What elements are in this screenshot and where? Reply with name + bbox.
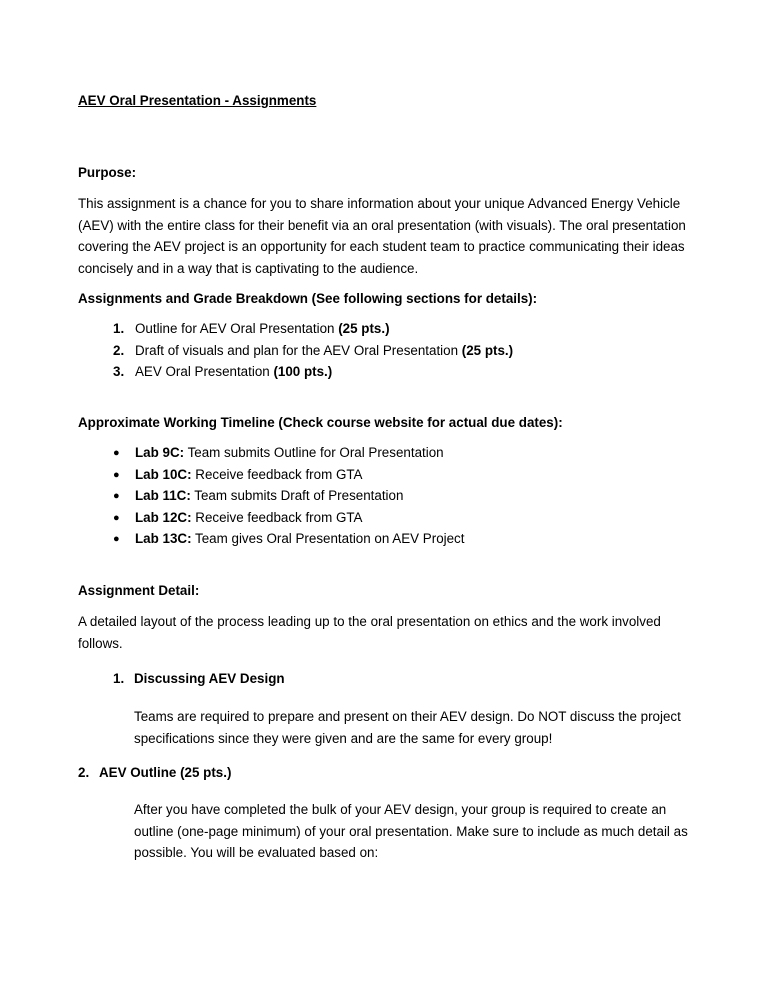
breakdown-item <box>113 318 390 340</box>
bullet-icon: ● <box>113 468 120 481</box>
section-number: 1. <box>113 671 125 686</box>
breakdown-item <box>113 340 513 362</box>
timeline-item <box>113 507 362 530</box>
document-title: AEV Oral Presentation - Assignments <box>78 93 317 108</box>
bullet-icon: ● <box>113 511 120 524</box>
timeline-lab: Lab 12C: <box>135 509 192 525</box>
timeline-text: Team submits Draft of Presentation <box>190 488 404 503</box>
item-number: 2. <box>113 342 125 358</box>
timeline-item <box>113 485 403 508</box>
item-text: Draft of visuals and plan for the AEV Oral Presentation <box>135 342 462 358</box>
section-number: 2. <box>78 765 90 780</box>
item-text: Outline for AEV Oral Presentation <box>135 321 339 336</box>
timeline-text: Team gives Oral Presentation on AEV Project <box>191 531 465 546</box>
item-text: AEV Oral Presentation <box>135 364 274 379</box>
purpose-line: (AEV) with the entire class for their benefit via an oral presentation (with visuals). The oral presentation <box>78 217 686 233</box>
item-points: (25 pts.) <box>338 321 390 336</box>
item-number: 3. <box>113 364 125 379</box>
section-title-text: Discussing AEV Design <box>134 671 285 686</box>
bullet-icon: ● <box>113 490 120 502</box>
item-points: (100 pts.) <box>273 364 333 379</box>
purpose-line: This assignment is a chance for you to share information about your unique Advanced Energy Vehicle <box>78 196 681 211</box>
section-line: possible. You will be evaluated based on: <box>134 845 379 860</box>
purpose-line: concisely and in a way that is captivating to the audience. <box>78 260 419 276</box>
timeline-item <box>113 464 362 487</box>
breakdown-heading: Assignments and Grade Breakdown (See following sections for details): <box>78 291 538 306</box>
timeline-lab: Lab 13C: <box>135 531 192 546</box>
purpose-heading: Purpose: <box>78 165 137 180</box>
timeline-item <box>113 528 464 551</box>
bullet-icon: ● <box>113 447 120 459</box>
detail-heading: Assignment Detail: <box>78 583 200 598</box>
timeline-text: Receive feedback from GTA <box>191 466 363 482</box>
section-title <box>113 668 285 690</box>
section-title <box>78 762 231 784</box>
section-line: Teams are required to prepare and present on their AEV design. Do NOT discuss the project <box>134 709 681 724</box>
section-line: specifications since they were given and are the same for every group! <box>134 730 553 746</box>
item-points: (25 pts.) <box>461 342 514 358</box>
bullet-icon: ● <box>113 533 120 545</box>
timeline-text: Team submits Outline for Oral Presentation <box>184 445 444 460</box>
section-line: outline (one-page minimum) of your oral presentation. Make sure to include as much detail as <box>134 823 688 839</box>
timeline-item <box>113 442 444 465</box>
timeline-text: Receive feedback from GTA <box>191 509 363 525</box>
detail-line: A detailed layout of the process leading up to the oral presentation on ethics and the work involved <box>78 614 661 629</box>
section-title-text: AEV Outline (25 pts.) <box>99 765 232 780</box>
section-line: After you have completed the bulk of your AEV design, your group is required to create an <box>134 802 667 817</box>
timeline-lab: Lab 10C: <box>135 466 192 482</box>
item-number: 1. <box>113 321 125 336</box>
timeline-lab: Lab 9C: <box>135 445 185 460</box>
timeline-lab: Lab 11C: <box>135 488 191 503</box>
purpose-line: covering the AEV project is an opportunity for each student team to practice communicating their ideas <box>78 239 685 254</box>
timeline-heading: Approximate Working Timeline (Check course website for actual due dates): <box>78 415 563 430</box>
detail-line: follows. <box>78 635 123 651</box>
breakdown-item <box>113 361 332 383</box>
